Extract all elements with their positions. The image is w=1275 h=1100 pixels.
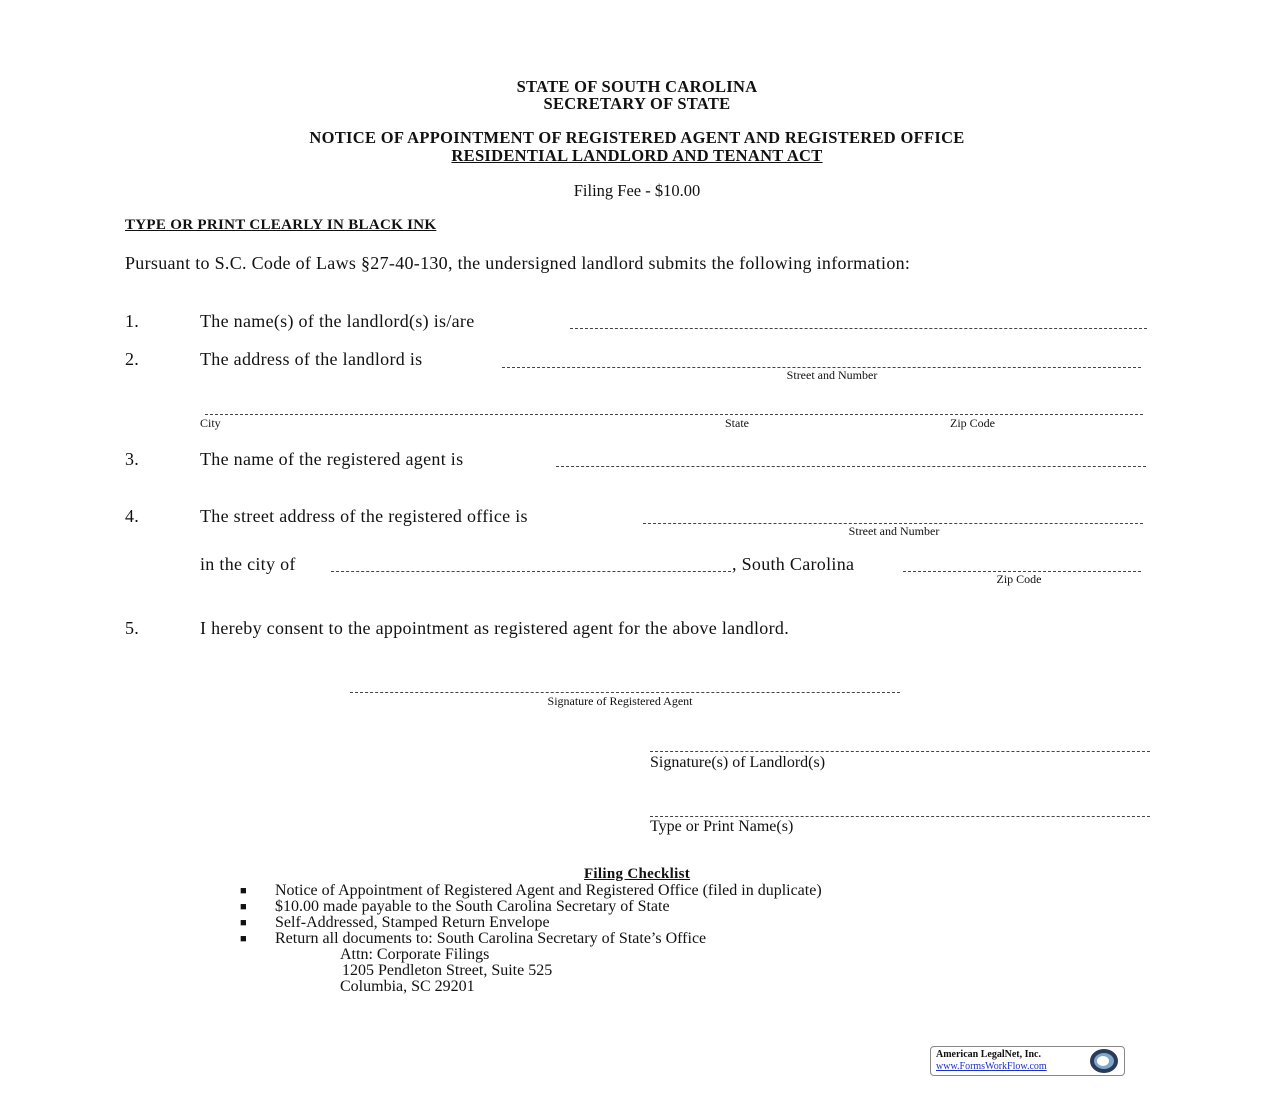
address-line: 1205 Pendleton Street, Suite 525 — [342, 962, 553, 979]
address-line: Attn: Corporate Filings — [340, 946, 490, 963]
city-prefix: in the city of — [200, 554, 296, 574]
intro-paragraph: Pursuant to S.C. Code of Laws §27-40-130, the undersigned landlord submits the following information: — [125, 253, 911, 273]
item-text: The street address of the registered office is — [200, 506, 528, 526]
globe-icon — [1088, 1048, 1120, 1074]
street-label: Street and Number — [786, 368, 878, 382]
agent-signature-label: Signature of Registered Agent — [547, 694, 693, 708]
south-carolina-text: , South Carolina — [732, 554, 855, 574]
zip-label: Zip Code — [950, 416, 995, 430]
item-text: The name of the registered agent is — [200, 449, 464, 469]
landlord-city-state-zip-field[interactable] — [205, 414, 1143, 415]
form-title: NOTICE OF APPOINTMENT OF REGISTERED AGENT AND REGISTERED OFFICE — [309, 128, 965, 147]
landlord-signature-field[interactable] — [650, 751, 1150, 752]
landlord-signature-label: Signature(s) of Landlord(s) — [650, 754, 826, 771]
filing-fee: Filing Fee - $10.00 — [573, 181, 701, 200]
state-heading: STATE OF SOUTH CAROLINA — [516, 77, 758, 96]
city-label: City — [200, 416, 221, 430]
american-legalnet-logo[interactable] — [930, 1046, 1125, 1076]
state-label: State — [725, 416, 749, 430]
secretary-heading: SECRETARY OF STATE — [543, 94, 731, 113]
landlord-name-field[interactable] — [570, 328, 1147, 329]
item-number: 3. — [125, 449, 140, 469]
address-line: Columbia, SC 29201 — [340, 978, 475, 995]
form-subtitle: RESIDENTIAL LANDLORD AND TENANT ACT — [451, 146, 823, 165]
logo-url[interactable]: www.FormsWorkFlow.com — [936, 1061, 1047, 1072]
print-name-field[interactable] — [650, 816, 1150, 817]
street-label: Street and Number — [848, 524, 940, 538]
item-text: The address of the landlord is — [200, 349, 423, 369]
bullet-icon: ■ — [240, 917, 247, 929]
item-number: 2. — [125, 349, 140, 369]
item-text: I hereby consent to the appointment as registered agent for the above landlord. — [200, 618, 790, 638]
checklist-item: Notice of Appointment of Registered Agent and Registered Office (filed in duplicate) — [275, 882, 822, 899]
zip-label: Zip Code — [996, 572, 1042, 586]
bullet-icon: ■ — [240, 885, 247, 897]
office-city-field[interactable] — [331, 571, 731, 572]
item-number: 4. — [125, 506, 140, 526]
print-name-label: Type or Print Name(s) — [650, 818, 794, 835]
agent-signature-field[interactable] — [350, 692, 900, 693]
ink-instruction: TYPE OR PRINT CLEARLY IN BLACK INK — [125, 217, 437, 233]
checklist-item: Self-Addressed, Stamped Return Envelope — [275, 914, 550, 931]
checklist-item: Return all documents to: South Carolina Secretary of State’s Office — [275, 930, 707, 947]
checklist-title: Filing Checklist — [583, 866, 691, 882]
item-number: 5. — [125, 618, 140, 638]
item-text: The name(s) of the landlord(s) is/are — [200, 311, 475, 331]
logo-company: American LegalNet, Inc. — [936, 1049, 1041, 1060]
bullet-icon: ■ — [240, 933, 247, 945]
bullet-icon: ■ — [240, 901, 247, 913]
agent-name-field[interactable] — [556, 466, 1146, 467]
checklist-item: $10.00 made payable to the South Carolina Secretary of State — [275, 898, 670, 915]
item-number: 1. — [125, 311, 140, 331]
